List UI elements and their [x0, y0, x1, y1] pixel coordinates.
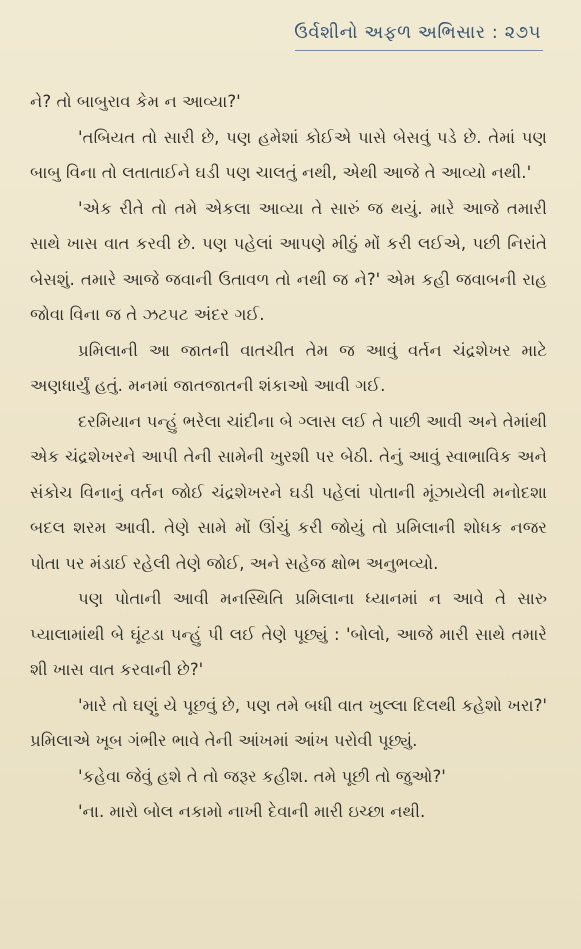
page-body: [30, 84, 547, 830]
paragraph-continuation: ને? તો બાબુરાવ કેમ ન આવ્યા?': [30, 92, 241, 111]
paragraph: પણ પોતાની આવી મનસ્થિતિ પ્રમિલાના ધ્યાનમાં ન આવે તે સારુ પ્યાલામાંથી બે ઘૂંટડા પન્હું પી લઈ તેણે પૂછ્યું : 'બોલો, આજે મારી સાથે તમારે શી ખાસ વાત કરવાની છે?': [30, 589, 547, 679]
paragraph: દરમિયાન પન્હું ભરેલા ચાંદીના બે ગ્લાસ લઈ તે પાછી આવી અને તેમાંથી એક ચંદ્રશેખરને આપી તેની સામેની ખુરશી પર બેઠી. તેનું આવું સ્વાભાવિક અને સંકોચ વિનાનું વર્તન જોઈ ચંદ્રશેખરને ઘડી પહેલાં પોતાની મૂંઝાયેલી મનોદશા બદલ શરમ આવી. તેણે સામે મોં ઊંચું કરી જોયું તો પ્રમિલાની શોધક નજર પોતા પર મંડાઈ રહેલી તેણે જોઈ, અને સહેજ ક્ષોભ અનુભવ્યો.: [30, 411, 547, 573]
header-underline: [295, 50, 543, 53]
paragraph: પ્રમિલાની આ જાતની વાતચીત તેમ જ આવું વર્તન ચંદ્રશેખર માટે અણધાર્યું હતું. મનમાં જાતજાતની શંકાઓ આવી ગઈ.: [30, 340, 547, 395]
paragraph: 'એક રીતે તો તમે એકલા આવ્યા તે સારું જ થયું. મારે આજે તમારી સાથે ખાસ વાત કરવી છે. પણ પહેલાં આપણે મીઠું મોં કરી લઈએ, પછી નિરાંતે બેસશું. તમારે આજે જવાની ઉતાવળ તો નથી જ ને?' એમ કહી જવાબની રાહ જોવા વિના જ તે ઝટપટ અંદર ગઈ.: [30, 198, 547, 324]
paragraph: 'ના. મારો બોલ નકામો નાખી દેવાની મારી ઇચ્છા નથી.: [78, 802, 426, 821]
paragraph: 'તબિયત તો સારી છે, પણ હમેશાં કોઈએ પાસે બેસવું પડે છે. તેમાં પણ બાબુ વિના તો લતાતાઈને ઘડી પણ ચાલતું નથી, એથી આજે તે આવ્યો નથી.': [30, 127, 547, 182]
paragraph: 'મારે તો ઘણું યે પૂછવું છે, પણ તમે બધી વાત ખુલ્લા દિલથી કહેશો ખરા?' પ્રમિલાએ ખૂબ ગંભીર ભાવે તેની આંખમાં આંખ પરોવી પૂછ્યું.: [30, 695, 547, 750]
running-head: ઉર્વશીનો અફળ અભિસાર : ૨૭૫: [294, 22, 541, 43]
paragraph: 'કહેવા જેવું હશે તે તો જરૂર કહીશ. તમે પૂછી તો જુઓ?': [78, 766, 446, 786]
